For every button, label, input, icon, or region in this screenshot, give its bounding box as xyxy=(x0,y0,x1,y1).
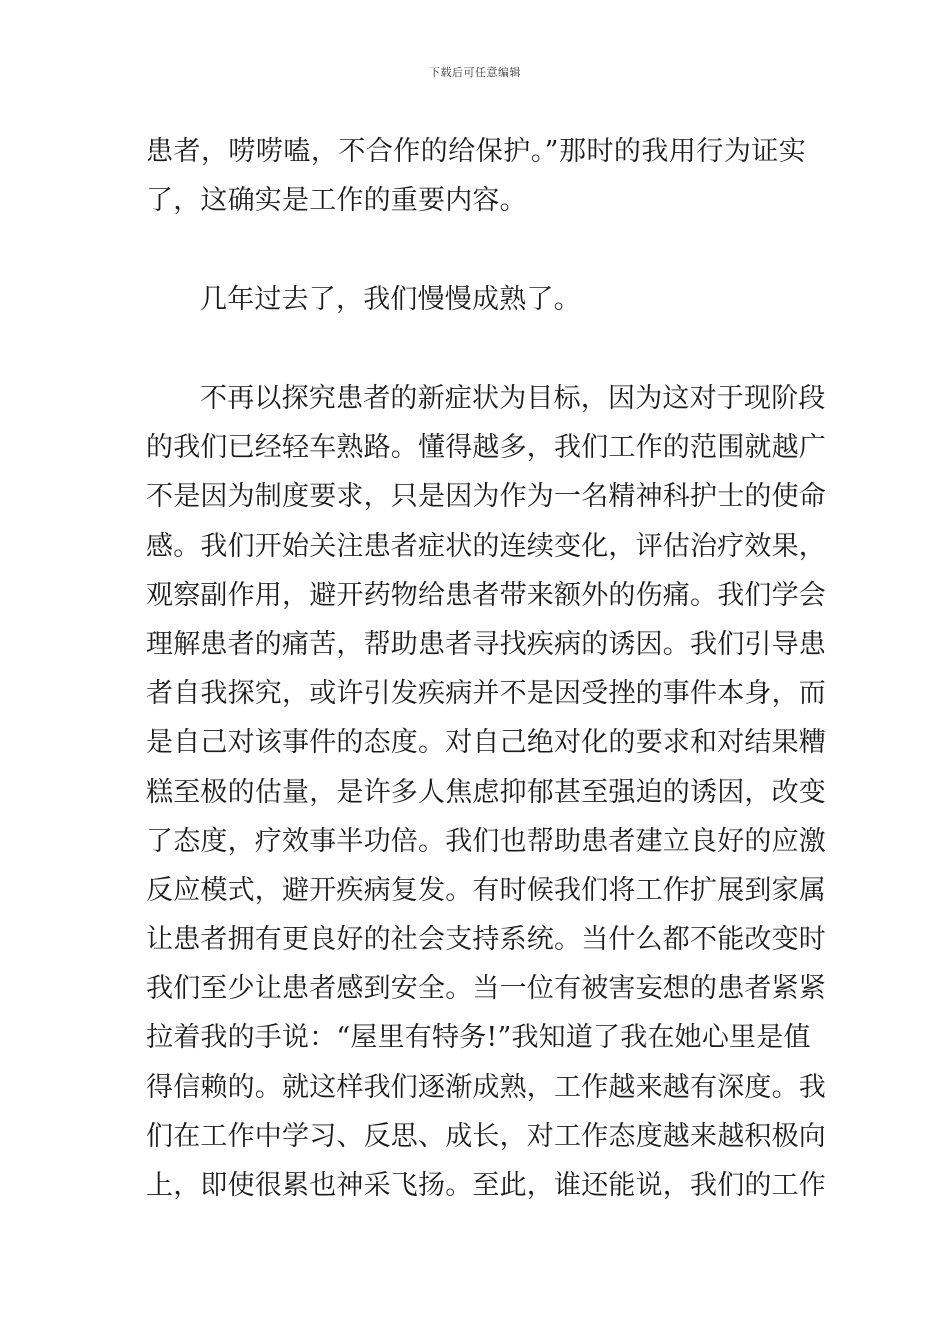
text-line: 糕至极的估量，是许多人焦虑抑郁甚至强迫的诱因，改变 xyxy=(146,776,826,808)
text-line: 拉着我的手说：“屋里有特务!”我知道了我在她心里是值 xyxy=(146,1022,811,1054)
text-line: 了态度，疗效事半功倍。我们也帮助患者建立良好的应激 xyxy=(146,825,826,857)
text-line: 感。我们开始关注患者症状的连续变化，评估治疗效果， xyxy=(146,530,826,562)
text-line: 的我们已经轻车熟路。懂得越多，我们工作的范围就越广 xyxy=(146,432,826,464)
paragraph-3 xyxy=(146,374,826,1210)
text-line: 是自己对该事件的态度。对自己绝对化的要求和对结果糟 xyxy=(146,727,826,759)
text-line: 者自我探究，或许引发疾病并不是因受挫的事件本身，而 xyxy=(146,678,826,710)
text-line: 上，即使很累也神采飞扬。至此，谁还能说，我们的工作 xyxy=(146,1170,826,1201)
paragraph-2 xyxy=(146,275,806,324)
text-line: 得信赖的。就这样我们逐渐成熟，工作越来越有深度。我 xyxy=(146,1071,826,1103)
text-line: 几年过去了，我们慢慢成熟了。 xyxy=(200,284,581,315)
text-line: 理解患者的痛苦，帮助患者寻找疾病的诱因。我们引导患 xyxy=(146,628,826,660)
text-line: 患者，唠唠嗑，不合作的给保护。”那时的我用行为证实 xyxy=(146,136,806,167)
text-line: 我们至少让患者感到安全。当一位有被害妄想的患者紧紧 xyxy=(146,973,826,1005)
text-line: 了，这确实是工作的重要内容。 xyxy=(146,185,527,217)
text-line: 不再以探究患者的新症状为目标，因为这对于现阶段 xyxy=(200,383,826,414)
page-header-note: 下载后可任意编辑 xyxy=(429,66,521,79)
paragraph-1 xyxy=(146,127,806,225)
text-line: 不是因为制度要求，只是因为作为一名精神科护士的使命 xyxy=(146,481,826,513)
text-line: 们在工作中学习、反思、成长，对工作态度越来越积极向 xyxy=(146,1120,826,1152)
text-line: 让患者拥有更良好的社会支持系统。当什么都不能改变时 xyxy=(146,924,826,956)
text-line: 观察副作用，避开药物给患者带来额外的伤痛。我们学会 xyxy=(146,579,826,611)
text-line: 反应模式，避开疾病复发。有时候我们将工作扩展到家属 xyxy=(146,874,826,906)
